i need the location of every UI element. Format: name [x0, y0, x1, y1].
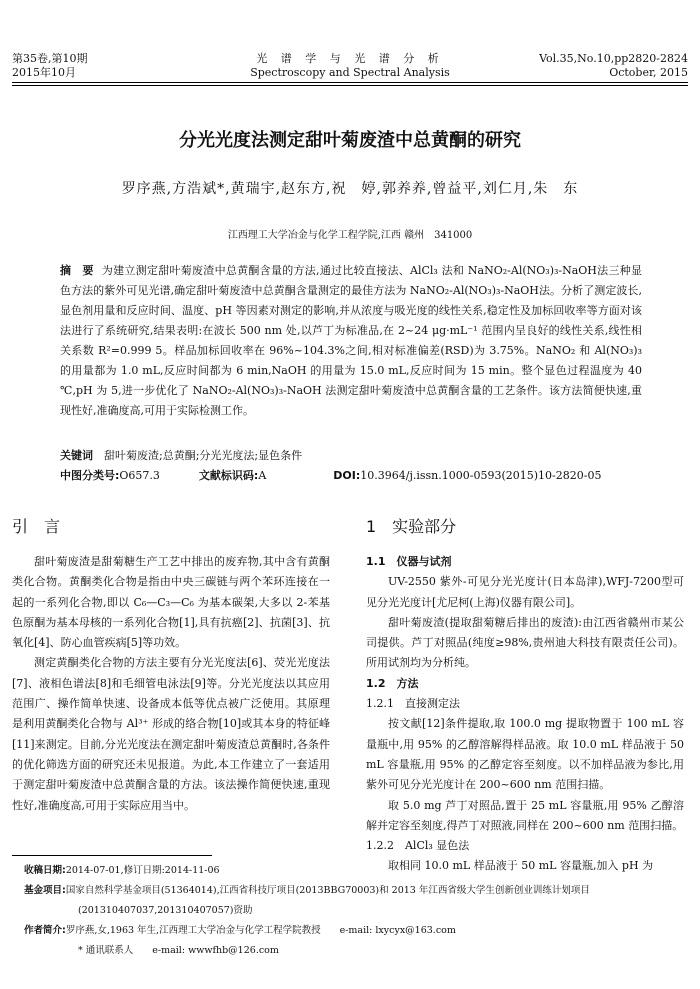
author-bio-text: 罗序燕,女,1963 年生,江西理工大学冶金与化学工程学院教授 e-mail: lxycyx@163.com — [65, 925, 456, 936]
left-column — [12, 512, 330, 816]
keywords-label: 关键词 — [60, 449, 93, 462]
received-date — [24, 861, 684, 881]
paper-title: 分光光度法测定甜叶菊废渣中总黄酮的研究 — [179, 130, 521, 151]
date-cn: 2015年10月 — [12, 66, 76, 79]
abstract-text: 为建立测定甜叶菊废渣中总黄酮含量的方法,通过比较直接法、AlCl₃ 法和 NaNO₂-Al(NO₃)₃-NaOH法三种显色方法的紫外可见光谱,确定甜叶菊废渣中总黄酮含量测定的最佳方法为 NaNO₂-Al(NO₃)₃-NaOH法。分析了测定波长,显色剂用量和反应时间、温度、pH 等因素对测定的影响,并从浓度与吸光度的线性关系,稳定性及加标回收率等方面对该法进行了系统研究,结果表明:在波长 500 nm 处,以芦丁为标准品,在 2~24 μg·mL⁻¹ 范围内呈良好的线性关系,线性相关系数 R²=0.999 5。样品加标回收率在 96%~104.3%之间,相对标准偏差(RSD)为 3.75%。NaNO₂ 和 Al(NO₃)₃ 的用量都为 1.0 mL,反应时间都为 6 min,NaOH 的用量为 15.0 mL,反应时间为 15 min。整个显色过程温度为 40 ℃,pH 为 5,进一步优化了 NaNO₂-Al(NO₃)₃-NaOH 法测定甜叶菊废渣中总黄酮含量的工艺条件。该方法简便快速,重现性好,准确度高,可用于实际检测工作。 — [60, 264, 643, 417]
classification-line — [60, 466, 642, 486]
fund — [24, 881, 684, 901]
author-bio-label: 作者简介: — [24, 925, 66, 936]
date-en: October, 2015 — [609, 66, 688, 79]
section-1-2-1-heading: 1.2.1 直接测定法 — [366, 697, 460, 711]
corresponding-author: * 通讯联系人 e-mail: wwwfhb@126.com — [78, 945, 279, 956]
keywords — [60, 446, 642, 466]
intro-paragraph-1: 甜叶菊废渣是甜菊糖生产工艺中排出的废弃物,其中含有黄酮类化合物。黄酮类化合物是指由中央三碳链与两个苯环连接在一起的一系列化合物,即以 C₆—C₃—C₆ 为基本碳架,大多以 2-苯基色原酮为基本母核的一系列化合物[1],具有抗癌[2]、抗菌[3]、抗氧化[4]、防心血管疾病[5]等功效。 — [12, 555, 330, 650]
affiliation: 江西理工大学冶金与化学工程学院,江西 赣州 341000 — [227, 230, 473, 241]
section-1-heading: 1 实验部分 — [366, 517, 457, 536]
clc-value: O657.3 — [119, 469, 160, 482]
section-1-2-2-heading: 1.2.2 AlCl₃ 显色法 — [366, 839, 470, 853]
abstract — [60, 261, 642, 421]
clc-label: 中图分类号: — [60, 469, 120, 482]
keywords-text: 甜叶菊废渣;总黄酮;分光光度法;显色条件 — [104, 449, 303, 462]
journal-cn: 光 谱 学 与 光 谱 分 析 — [256, 52, 444, 65]
author-list: 罗序燕,方浩斌*,黄瑞宇,赵东方,祝 婷,郭养养,曾益平,刘仁月,朱 东 — [121, 181, 579, 197]
fund-label: 基金项目: — [24, 885, 66, 896]
volume-en: Vol.35,No.10,pp2820-2824 — [539, 52, 688, 65]
journal-en: Spectroscopy and Spectral Analysis — [250, 66, 450, 79]
doc-code-value: A — [258, 469, 267, 482]
section-1-2-heading: 1.2 方法 — [366, 676, 419, 690]
doi-label: DOI: — [333, 469, 361, 482]
section-1-1-paragraph-1: UV-2550 紫外-可见分光光度计(日本岛津),WFJ-7200型可见分光光度计[尤尼柯(上海)仪器有限公司]。 — [366, 575, 684, 609]
section-1-2-2-paragraph-1: 取相同 10.0 mL 样品液于 50 mL 容量瓶,加入 pH 为 — [388, 859, 654, 873]
header-right — [539, 52, 688, 80]
section-1-2-1-paragraph-2: 取 5.0 mg 芦丁对照品,置于 25 mL 容量瓶,用 95% 乙醇溶解并定容至刻度,得芦丁对照液,同样在 200~600 nm 范围扫描。 — [366, 798, 684, 832]
intro-paragraph-2: 测定黄酮类化合物的方法主要有分光光度法[6]、荧光光度法[7]、液相色谱法[8]和毛细管电泳法[9]等。分光光度法以其应用范围广、操作简单快速、设备成本低等优点被广泛使用。其原理是利用黄酮类化合物与 Al³⁺ 形成的络合物[10]或其本身的特征峰[11]来测定。目前,分光光度法在测定甜叶菊废渣总黄酮时,各条件的优化筛选方面的研究还未见报道。为此,本工作建立了一套适用于测定甜叶菊废渣中总黄酮含量的方法。该法操作简便快速,重现性好,准确度高,可用于实际应用当中。 — [12, 656, 330, 812]
author-bio — [24, 921, 684, 941]
doi-value: 10.3964/j.issn.1000-0593(2015)10-2820-05 — [360, 469, 602, 482]
section-1-2-1-paragraph-1: 按文献[12]条件提取,取 100.0 mg 提取物置于 100 mL 容量瓶中,用 95% 的乙醇溶解得样品液。取 10.0 mL 样品液于 50 mL 容量瓶,用 95% 的乙醇定容至刻度。以不加样品液为参比,用紫外可见分光光度计在 200~600 nm 范围扫描。 — [366, 717, 684, 792]
fund-continuation: (201310407037,201310407057)资助 — [78, 905, 253, 916]
received-text: 2014-07-01,修订日期:2014-11-06 — [65, 865, 220, 876]
abstract-label: 摘 要 — [60, 264, 94, 277]
right-column — [366, 512, 684, 877]
volume-cn: 第35卷,第10期 — [12, 52, 88, 65]
header-rule — [12, 82, 688, 86]
fund-text: 国家自然科学基金项目(51364014),江西省科技厅项目(2013BBG70003)和 2013 年江西省级大学生创新创业训练计划项目 — [65, 885, 590, 896]
footnotes — [24, 861, 684, 961]
doc-code-label: 文献标识码: — [198, 469, 259, 482]
section-1-1-heading: 1.1 仪器与试剂 — [366, 555, 452, 568]
footnote-rule — [12, 855, 212, 856]
intro-heading: 引 言 — [12, 517, 61, 536]
header-left — [12, 52, 88, 80]
section-1-1-paragraph-2: 甜叶菊废渣(提取甜菊糖后排出的废渣):由江西省赣州市某公司提供。芦丁对照品(纯度≥98%,贵州迪大科技有限责任公司)。所用试剂均为分析纯。 — [366, 615, 684, 670]
received-label: 收稿日期: — [24, 865, 66, 876]
header-center — [200, 52, 500, 80]
